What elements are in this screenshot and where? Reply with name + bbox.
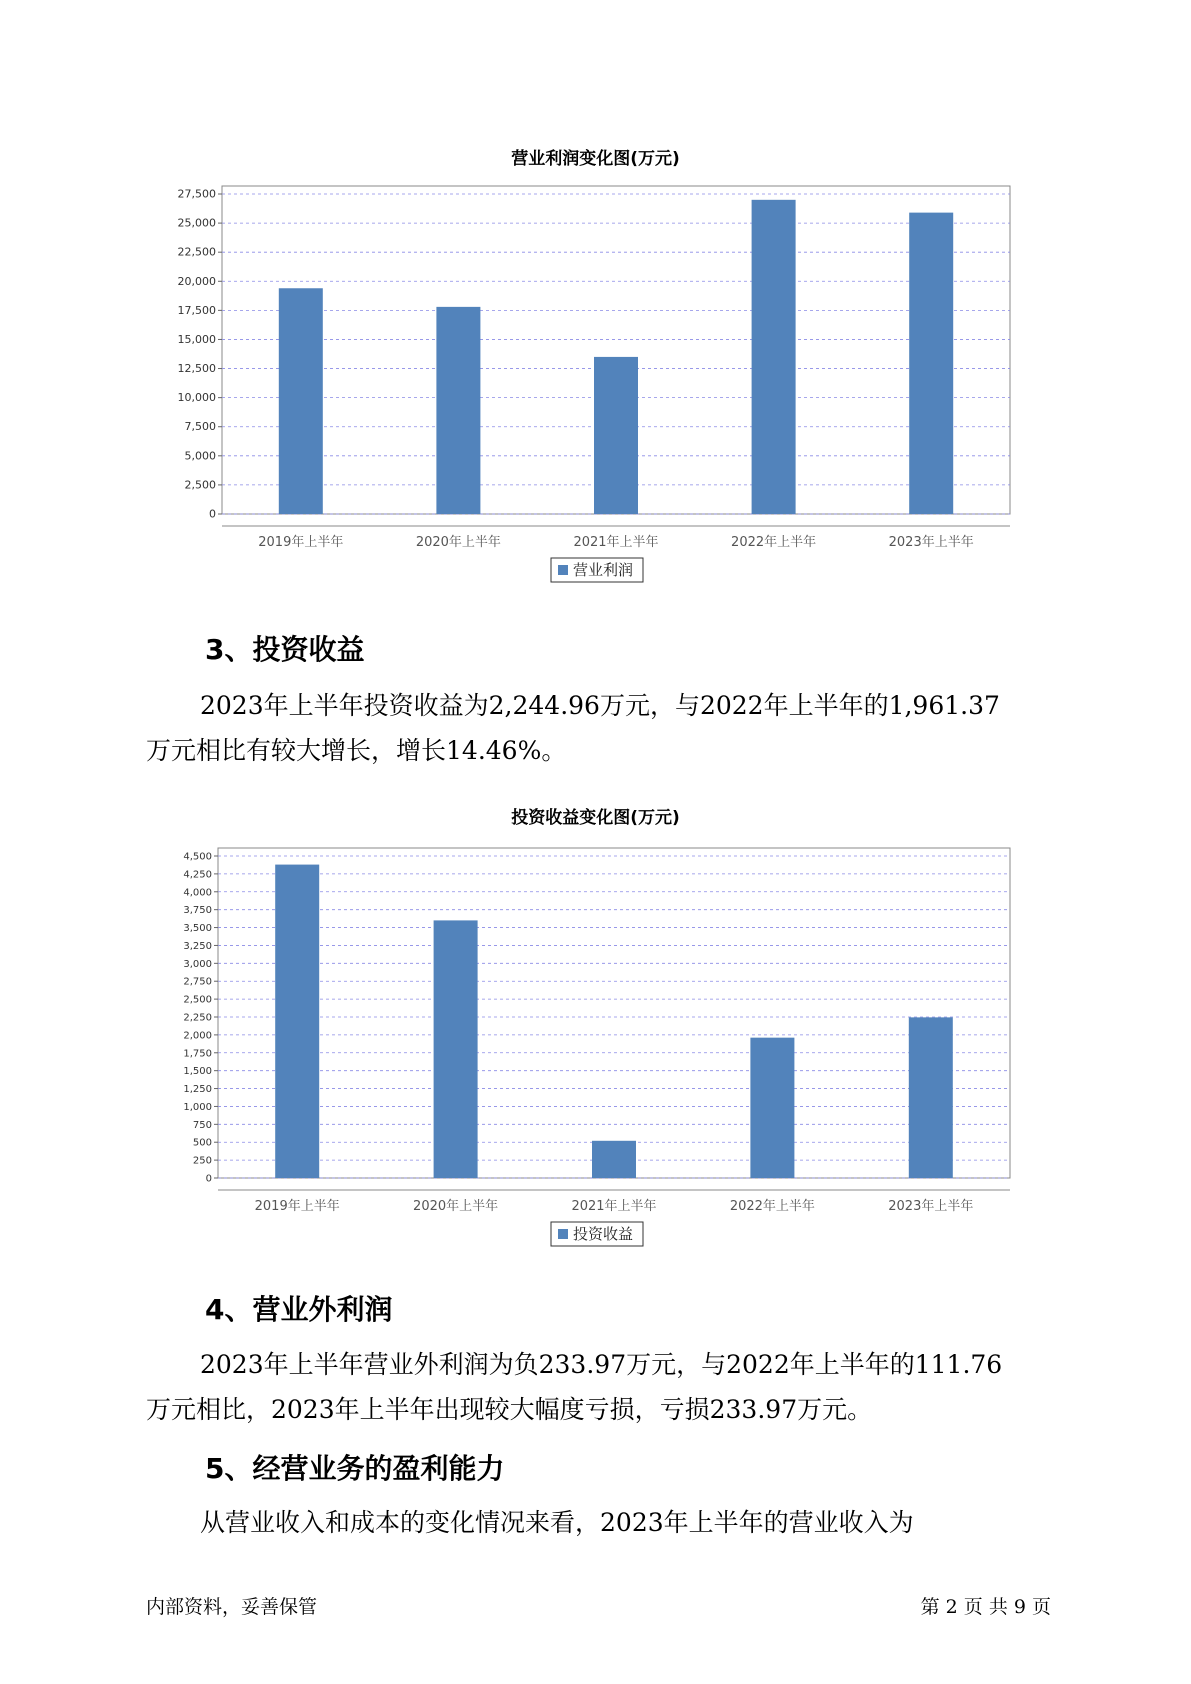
- y-tick-label: 0: [205, 1173, 212, 1185]
- y-tick-label: 500: [192, 1137, 212, 1149]
- chart-2-title: 投资收益变化图(万元): [511, 808, 680, 828]
- bar: [594, 357, 638, 514]
- y-tick-label: 3,250: [183, 940, 212, 952]
- x-tick-label: 2020年上半年: [415, 535, 501, 550]
- section-3-line-2: 万元相比有较大增长，增长14.46%。: [146, 736, 567, 765]
- bar: [275, 865, 319, 1178]
- section-3-line-1: 2023年上半年投资收益为2,244.96万元，与2022年上半年的1,961.37: [200, 691, 1000, 720]
- section-3-heading: 3、投资收益: [205, 633, 365, 666]
- y-tick-label: 10,000: [177, 391, 216, 405]
- y-tick-label: 0: [209, 507, 216, 521]
- bar: [909, 1017, 953, 1178]
- y-tick-label: 17,500: [177, 303, 216, 317]
- footer-confidential-note: 内部资料，妥善保管: [146, 1596, 318, 1618]
- x-tick-label: 2022年上半年: [731, 535, 817, 550]
- chart-1-title: 营业利润变化图(万元): [511, 149, 680, 169]
- y-tick-label: 27,500: [177, 187, 216, 201]
- y-tick-label: 1,000: [183, 1101, 212, 1113]
- bar: [752, 200, 796, 514]
- x-tick-label: 2019年上半年: [258, 535, 344, 550]
- y-tick-label: 15,000: [177, 332, 216, 346]
- y-tick-label: 2,500: [183, 994, 212, 1006]
- legend-label: 投资收益: [573, 1225, 634, 1243]
- y-tick-label: 750: [192, 1119, 212, 1131]
- y-tick-label: 250: [192, 1155, 212, 1167]
- y-tick-label: 25,000: [177, 216, 216, 230]
- y-tick-label: 1,500: [183, 1066, 212, 1078]
- y-tick-label: 4,000: [183, 887, 212, 899]
- investment-income-chart: [0, 812, 1191, 1252]
- legend-swatch: [558, 565, 568, 575]
- bar: [436, 307, 480, 514]
- y-tick-label: 1,750: [183, 1048, 212, 1060]
- x-tick-label: 2023年上半年: [888, 535, 974, 550]
- section-4-line-2: 万元相比，2023年上半年出现较大幅度亏损，亏损233.97万元。: [146, 1395, 873, 1424]
- section-4-line-1: 2023年上半年营业外利润为负233.97万元，与2022年上半年的111.76: [200, 1350, 1003, 1379]
- y-tick-label: 2,250: [183, 1012, 212, 1024]
- y-tick-label: 20,000: [177, 274, 216, 288]
- y-tick-label: 2,750: [183, 976, 212, 988]
- y-tick-label: 7,500: [184, 420, 216, 434]
- y-tick-label: 3,000: [183, 958, 212, 970]
- section-5-line-1: 从营业收入和成本的变化情况来看，2023年上半年的营业收入为: [200, 1508, 914, 1537]
- section-5-heading: 5、经营业务的盈利能力: [205, 1452, 505, 1485]
- y-tick-label: 2,000: [183, 1030, 212, 1042]
- y-tick-label: 12,500: [177, 362, 216, 376]
- bar: [750, 1038, 794, 1178]
- y-tick-label: 3,500: [183, 923, 212, 935]
- y-tick-label: 22,500: [177, 245, 216, 259]
- x-tick-label: 2023年上半年: [888, 1199, 974, 1214]
- y-tick-label: 4,500: [183, 851, 212, 863]
- bar: [909, 213, 953, 514]
- y-tick-label: 1,250: [183, 1084, 212, 1096]
- x-tick-label: 2021年上半年: [573, 535, 659, 550]
- section-5-paragraph: [146, 1500, 1046, 1545]
- section-4-heading: 4、营业外利润: [205, 1293, 393, 1326]
- bar: [592, 1141, 636, 1178]
- operating-profit-chart: [0, 150, 1191, 590]
- y-tick-label: 4,250: [183, 869, 212, 881]
- section-3-paragraph: [146, 683, 1046, 773]
- y-tick-label: 2,500: [184, 478, 216, 492]
- y-tick-label: 5,000: [184, 449, 216, 463]
- x-tick-label: 2020年上半年: [413, 1199, 499, 1214]
- bar: [279, 288, 323, 514]
- x-tick-label: 2022年上半年: [729, 1199, 815, 1214]
- x-tick-label: 2021年上半年: [571, 1199, 657, 1214]
- plot-area: [218, 848, 1010, 1178]
- legend-swatch: [558, 1229, 568, 1239]
- footer-page-number: 第 2 页 共 9 页: [920, 1596, 1051, 1618]
- x-tick-label: 2019年上半年: [254, 1199, 340, 1214]
- bar: [434, 920, 478, 1178]
- y-tick-label: 3,750: [183, 905, 212, 917]
- section-4-paragraph: [146, 1342, 1046, 1432]
- legend-label: 营业利润: [573, 561, 634, 579]
